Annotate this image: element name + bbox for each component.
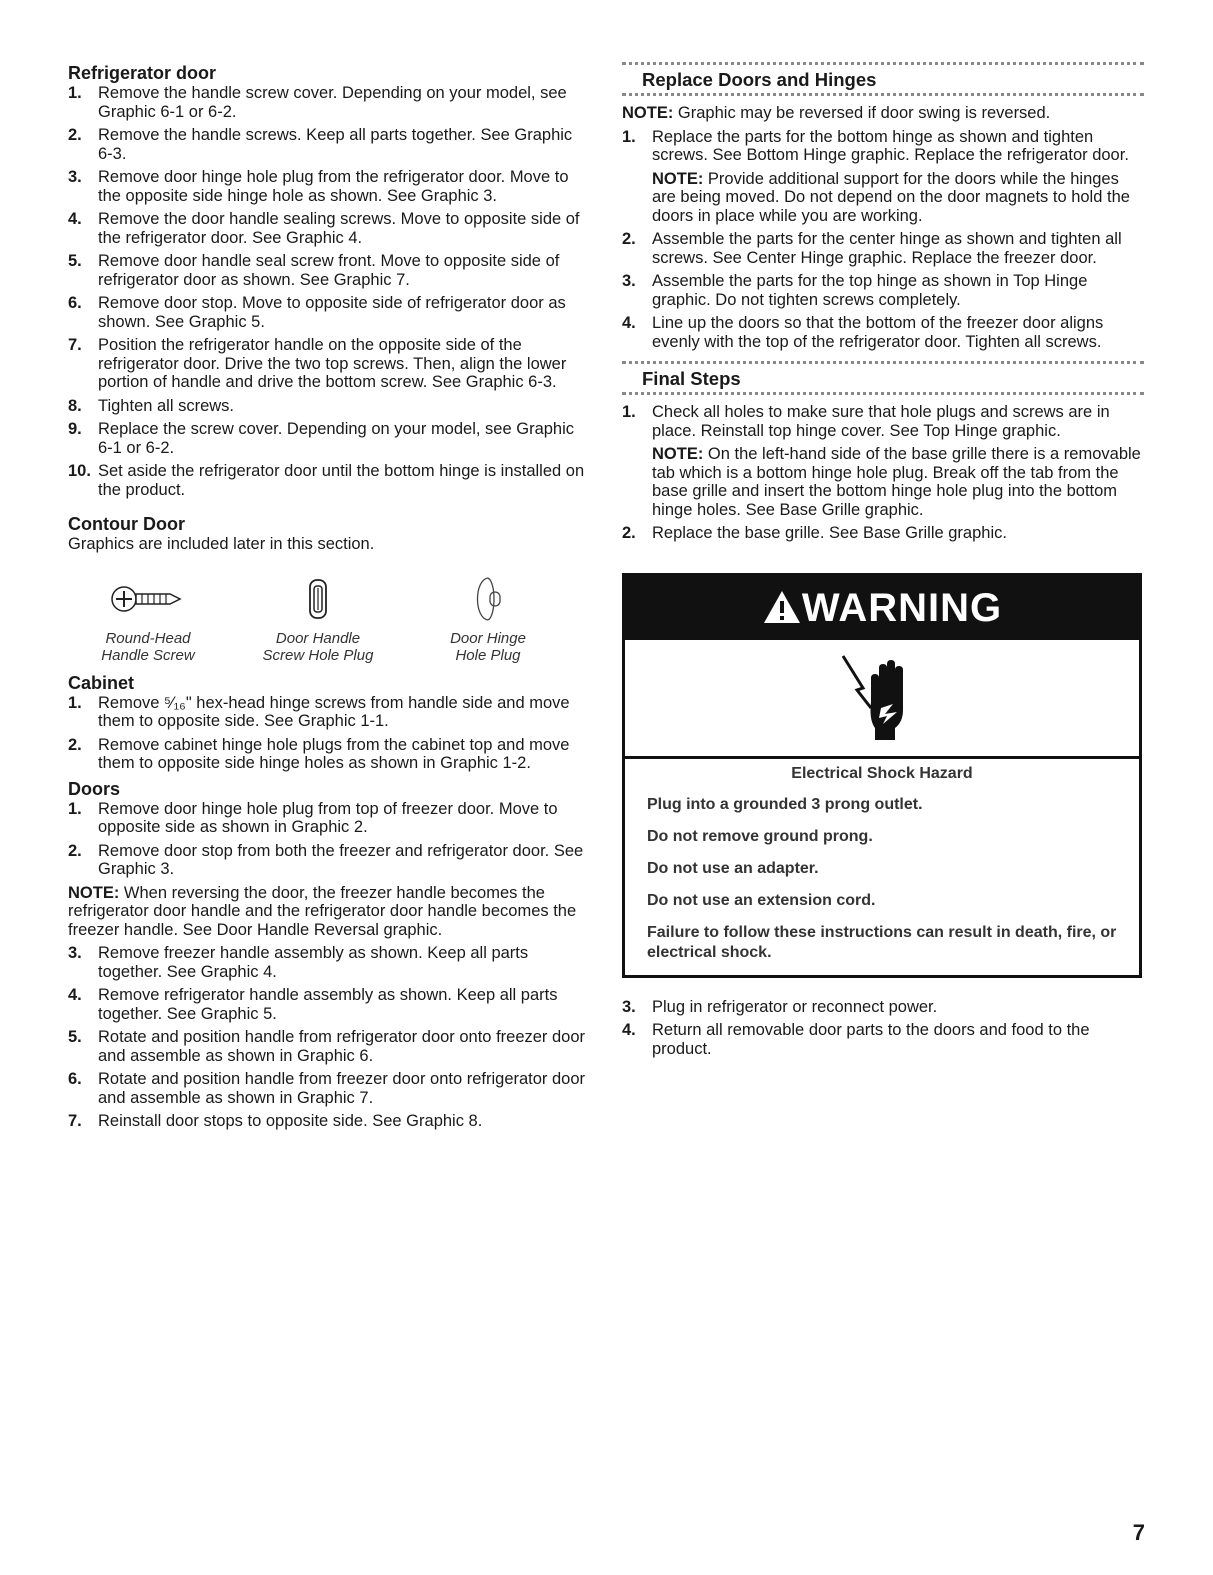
- part-handle-plug: [238, 568, 398, 664]
- part-caption-line1: Door Hinge: [450, 629, 526, 647]
- step-text: Remove freezer handle assembly as shown. Keep all parts together. See Graphic 4.: [98, 944, 529, 981]
- note-text: When reversing the door, the freezer handle becomes the refrigerator door handle and the refrigerator door handle becomes the freezer handle. See Door Handle Reversal graphic.: [68, 883, 577, 939]
- list-item: [622, 128, 1144, 226]
- list-item: [622, 998, 1144, 1017]
- step-number: 5.: [68, 1028, 82, 1046]
- warning-header: [625, 576, 1139, 640]
- replace-doors-section-bar: [622, 62, 1144, 96]
- step-text: Plug in refrigerator or reconnect power.: [652, 997, 938, 1016]
- refrigerator-door-heading: Refrigerator door: [68, 63, 217, 83]
- part-caption-line2: Hole Plug: [455, 646, 521, 664]
- warning-title: WARNING: [801, 585, 1003, 630]
- step-text: Reinstall door stops to opposite side. See Graphic 8.: [98, 1112, 483, 1130]
- step-number: 9.: [68, 420, 82, 438]
- list-item: [68, 84, 588, 121]
- warning-line: Do not remove ground prong.: [647, 827, 873, 845]
- part-caption-line1: Door Handle: [275, 629, 361, 647]
- electric-shock-icon: [625, 640, 1139, 759]
- note-label: NOTE:: [68, 883, 120, 902]
- replace-doors-heading: Replace Doors and Hinges: [642, 69, 877, 90]
- step-text: Remove the handle screw cover. Depending on your model, see Graphic 6-1 or 6-2.: [98, 84, 567, 121]
- final-steps: [622, 403, 1144, 543]
- step-text: Remove ⁵⁄₁₆" hex-head hinge screws from handle side and move them to opposite side. See Graphic 1-1.: [98, 693, 570, 730]
- step-text: Assemble the parts for the top hinge as shown in Top Hinge graphic. Do not tighten screws completely.: [652, 272, 1088, 309]
- part-caption-line2: Handle Screw: [101, 646, 195, 664]
- step-text: Remove door hinge hole plug from the refrigerator door. Move to the opposite side hinge hole as shown. See Graphic 3.: [98, 168, 569, 205]
- refrigerator-door-steps: [68, 84, 588, 499]
- step-text: Replace the base grille. See Base Grille graphic.: [652, 524, 1007, 542]
- part-caption-line2: Screw Hole Plug: [262, 646, 374, 664]
- warning-box: [622, 573, 1142, 978]
- step-number: 4.: [622, 1021, 636, 1039]
- step-note: [652, 445, 1144, 519]
- left-column: [68, 62, 588, 1136]
- list-item: [622, 230, 1144, 267]
- step-text: Replace the parts for the bottom hinge as shown and tighten screws. See Bottom Hinge graphic. Replace the refrigerator door.: [652, 127, 1129, 164]
- step-text: Return all removable door parts to the doors and food to the product.: [652, 1021, 1090, 1058]
- step-number: 4.: [68, 210, 82, 228]
- step-text: Remove refrigerator handle assembly as shown. Keep all parts together. See Graphic 5.: [98, 986, 558, 1023]
- note-text: Provide additional support for the doors while the hinges are being moved. Do not depend on the door magnets to hold the doors in place while you are working.: [652, 169, 1130, 225]
- step-number: 2.: [622, 524, 636, 542]
- warning-body: [625, 759, 1139, 975]
- list-item: [68, 168, 588, 205]
- list-item: [622, 314, 1144, 351]
- step-text: Set aside the refrigerator door until the bottom hinge is installed on the product.: [98, 462, 585, 499]
- step-text: Remove the handle screws. Keep all parts together. See Graphic 6-3.: [98, 126, 573, 163]
- list-item: [622, 272, 1144, 309]
- step-note: [652, 170, 1144, 226]
- list-item: [68, 397, 588, 416]
- part-round-head-screw: [68, 568, 228, 664]
- step-text: Check all holes to make sure that hole plugs and screws are in place. Reinstall top hinge cover. See Top Hinge graphic.: [652, 403, 1110, 440]
- list-item: [68, 126, 588, 163]
- list-item: [68, 1070, 588, 1107]
- step-number: 8.: [68, 396, 82, 415]
- step-number: 4.: [68, 986, 82, 1004]
- list-item: [68, 294, 588, 331]
- list-item: [68, 462, 588, 499]
- list-item: [622, 524, 1144, 543]
- step-text: Position the refrigerator handle on the opposite side of the refrigerator door. Drive the two top screws. Then, align the lower portion of handle and drive the bottom screw. See Graphic 6-3.: [98, 336, 567, 391]
- final-steps-after: [622, 998, 1144, 1059]
- step-text: Assemble the parts for the center hinge as shown and tighten all screws. See Center Hinge graphic. Replace the freezer door.: [652, 230, 1122, 267]
- list-item: [68, 736, 588, 773]
- list-item: [68, 1112, 588, 1131]
- step-number: 1.: [68, 84, 82, 102]
- list-item: [68, 420, 588, 457]
- step-text: Line up the doors so that the bottom of the freezer door aligns evenly with the top of the refrigerator door. Tighten all screws.: [652, 314, 1104, 351]
- step-number: 6.: [68, 1070, 82, 1088]
- step-text: Replace the screw cover. Depending on your model, see Graphic 6-1 or 6-2.: [98, 420, 575, 457]
- step-number: 2.: [68, 841, 82, 860]
- replace-note: [622, 104, 1144, 123]
- final-steps-section-bar: [622, 361, 1144, 395]
- doors-steps-b: [68, 944, 588, 1131]
- hinge-plug-icon: [408, 568, 568, 630]
- list-item: [68, 986, 588, 1023]
- step-number: 1.: [622, 403, 636, 421]
- step-number: 3.: [622, 272, 636, 290]
- step-number: 4.: [622, 314, 636, 332]
- step-number: 7.: [68, 1112, 82, 1130]
- replace-steps-more: [622, 230, 1144, 351]
- page-number: 7: [1132, 1520, 1145, 1545]
- list-item: [622, 403, 1144, 519]
- list-item: [68, 800, 588, 837]
- note-label: NOTE:: [652, 445, 704, 463]
- step-number: 2.: [622, 230, 636, 248]
- step-number: 3.: [622, 997, 636, 1016]
- warning-line: Failure to follow these instructions can result in death, fire, or electrical shock.: [647, 923, 1117, 961]
- warning-subtitle: Electrical Shock Hazard: [791, 764, 973, 782]
- replace-steps: [622, 128, 1144, 226]
- warning-line: Plug into a grounded 3 prong outlet.: [647, 795, 923, 813]
- step-text: Remove door hinge hole plug from top of freezer door. Move to opposite side as shown in Graphic 2.: [98, 799, 558, 836]
- step-text: Rotate and position handle from freezer door onto refrigerator door and assemble as shown in Graphic 7.: [98, 1070, 586, 1107]
- list-item: [68, 336, 588, 392]
- step-number: 5.: [68, 252, 82, 270]
- step-text: Remove door handle seal screw front. Move to opposite side of refrigerator door as shown. See Graphic 7.: [98, 252, 560, 289]
- warning-triangle-icon: [762, 589, 802, 625]
- doors-heading: Doors: [68, 778, 121, 799]
- list-item: [68, 252, 588, 289]
- contour-door-heading: Contour Door: [68, 514, 185, 534]
- doors-note: [68, 884, 588, 940]
- step-text: Rotate and position handle from refrigerator door onto freezer door and assemble as shown in Graphic 6.: [98, 1028, 586, 1065]
- list-item: [68, 694, 588, 731]
- step-number: 1.: [68, 693, 82, 712]
- step-text: Remove cabinet hinge hole plugs from the cabinet top and move them to opposite side hinge holes as shown in Graphic 1-2.: [98, 735, 570, 772]
- list-item: [68, 842, 588, 879]
- parts-illustrations: [68, 568, 568, 664]
- step-number: 3.: [68, 944, 82, 962]
- note-text: Graphic may be reversed if door swing is reversed.: [673, 104, 1051, 122]
- list-item: [622, 1021, 1144, 1058]
- doors-steps-a: [68, 800, 588, 879]
- note-label: NOTE:: [652, 169, 704, 188]
- step-number: 10.: [68, 462, 91, 480]
- handle-plug-icon: [238, 568, 398, 630]
- step-text: Remove door stop. Move to opposite side of refrigerator door as shown. See Graphic 5.: [98, 294, 566, 331]
- part-caption-line1: Round-Head: [105, 629, 191, 647]
- step-number: 2.: [68, 126, 82, 144]
- step-number: 1.: [622, 127, 636, 146]
- right-column: [622, 62, 1144, 1063]
- cabinet-steps: [68, 694, 588, 773]
- warning-line: Do not use an extension cord.: [647, 891, 876, 909]
- cabinet-heading: Cabinet: [68, 672, 135, 693]
- list-item: [68, 944, 588, 981]
- list-item: [68, 210, 588, 247]
- warning-line: Do not use an adapter.: [647, 859, 819, 877]
- note-label: NOTE:: [622, 104, 674, 122]
- step-number: 7.: [68, 336, 82, 354]
- step-number: 2.: [68, 735, 82, 754]
- step-text: Tighten all screws.: [98, 396, 235, 415]
- step-number: 1.: [68, 799, 82, 818]
- step-number: 3.: [68, 168, 82, 186]
- step-number: 6.: [68, 294, 82, 312]
- part-hinge-plug: [408, 568, 568, 664]
- contour-door-intro: Graphics are included later in this section.: [68, 535, 375, 553]
- list-item: [68, 1028, 588, 1065]
- round-head-screw-icon: [68, 568, 228, 630]
- step-text: Remove door stop from both the freezer and refrigerator door. See Graphic 3.: [98, 841, 584, 878]
- step-text: Remove the door handle sealing screws. Move to opposite side of the refrigerator door. See Graphic 4.: [98, 210, 580, 247]
- note-text: On the left-hand side of the base grille there is a removable tab which is a bottom hinge hole plug. Break off the tab from the base grille and insert the bottom hinge hole plug into the bottom hinge holes. See Base Grille graphic.: [652, 445, 1141, 519]
- final-steps-heading: Final Steps: [642, 368, 741, 389]
